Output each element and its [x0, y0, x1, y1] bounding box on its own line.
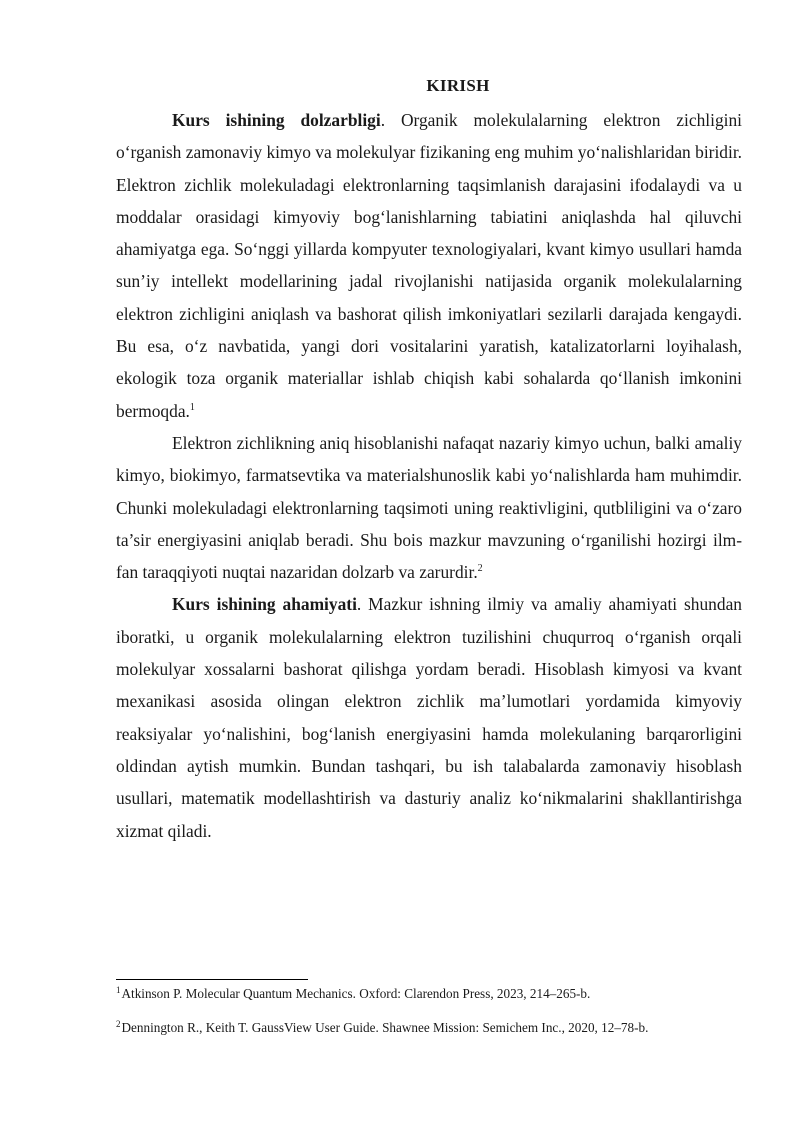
- paragraph-relevance-text: . Organik molekulalarning elektron zichligini o‘rganish zamonaviy kimyo va molekulyar fizikaning eng muhim yo‘nalishlaridan biridir. Elektron zichlik molekuladagi elektronlarning taqsimlanish darajasini ifodalaydi va u moddalar orasidagi kimyoviy bog‘lanishlarning tabiatini aniqlashda hal qiluvchi ahamiyatga ega. So‘nggi yillarda kompyuter texnologiyalari, kvant kimyo usullari hamda sun’iy intellekt modellarining jadal rivojlanishi natijasida organik molekulalarning elektron zichligini aniqlash va bashorat qilish imkoniyatlari sezilarli darajada kengaydi. Bu esa, o‘z navbatida, yangi dori vositalarini yaratish, katalizatorlarni loyihalash, ekologik toza organik materiallar ishlab chiqish kabi sohalarda qo‘llanish imkonini bermoqda.: [116, 110, 742, 421]
- paragraph-accuracy: [116, 427, 742, 588]
- paragraph-importance-text: . Mazkur ishning ilmiy va amaliy ahamiyati shundan iboratki, u organik molekulalarning elektron tuzilishini chuqurroq o‘rganish orqali molekulyar xossalarni bashorat qilishga yordam beradi. Hisoblash kimyosi va kvant mexanikasi asosida olingan elektron zichlik ma’lumotlari yordamida kimyoviy reaksiyalar yo‘nalishini, bog‘lanish energiyasini hamda molekulaning barqarorligini oldindan aytish mumkin. Bundan tashqari, bu ish talabalarda zamonaviy hisoblash usullari, matematik modellashtirish va dasturiy analiz ko‘nikmalarini shakllantirishga xizmat qiladi.: [116, 594, 742, 841]
- footnote-separator: [116, 979, 308, 980]
- paragraph-accuracy-text: Elektron zichlikning aniq hisoblanishi nafaqat nazariy kimyo uchun, balki amaliy kimyo, biokimyo, farmatsevtika va materialshunoslik kabi yo‘nalishlarda ham muhimdir. Chunki molekuladagi elektronlarning taqsimoti uning reaktivligini, qutbliligini va o‘zaro ta’sir energiyasini aniqlab beradi. Shu bois mazkur mavzuning o‘rganilishi hozirgi ilm-fan taraqqiyoti nuqtai nazaridan dolzarb va zarurdir.: [116, 432, 742, 583]
- footnote-2: [116, 1020, 648, 1036]
- paragraph-relevance: [116, 104, 742, 427]
- paragraph-importance: [116, 588, 742, 846]
- footnote-text-2: Dennington R., Keith T. GaussView User Guide. Shawnee Mission: Semichem Inc., 2020, 12–78-b.: [121, 1020, 649, 1035]
- section-heading-relevance: Kurs ishining dolzarbligi: [172, 110, 381, 130]
- footnote-text-1: Atkinson P. Molecular Quantum Mechanics. Oxford: Clarendon Press, 2023, 214–265-b.: [121, 986, 591, 1001]
- footnote-1: [116, 986, 590, 1002]
- footnote-ref-2[interactable]: 2: [477, 563, 483, 575]
- footnote-ref-1[interactable]: 1: [189, 401, 195, 413]
- body-text: [116, 104, 742, 847]
- footnote-number-2: 2: [116, 1019, 121, 1029]
- footnote-number-1: 1: [116, 985, 121, 995]
- section-heading-importance: Kurs ishining ahamiyati: [172, 594, 357, 615]
- page-title: KIRISH: [426, 76, 490, 95]
